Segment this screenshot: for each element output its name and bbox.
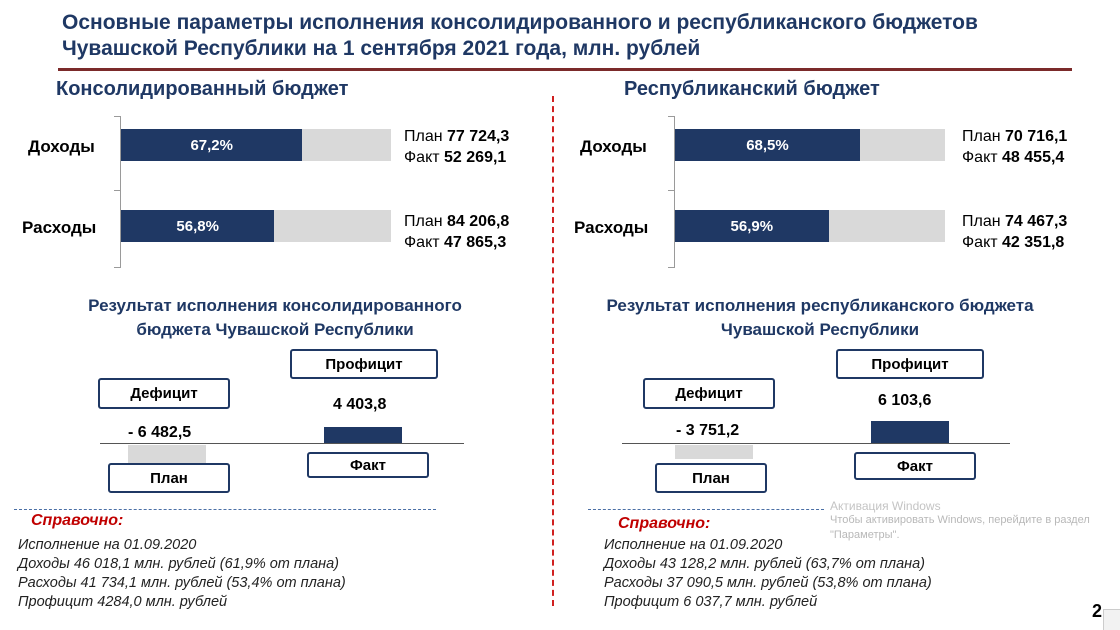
expenses-plan-fact [404,211,509,253]
axis-tick [114,116,120,117]
fact-word: Факт [962,234,998,251]
deficit-value: - 3 751,2 [676,422,740,439]
reference-divider [588,509,824,510]
fact-box: Факт [307,452,429,478]
reference-line: Исполнение на 01.09.2020 [604,537,783,553]
reference-block [604,536,932,612]
axis-tick [668,190,674,191]
section-divider [552,96,554,606]
revenue-percent: 68,5% [746,136,789,154]
revenue-plan-bar [675,129,945,161]
axis-tick [668,267,674,268]
fact-box: Факт [854,452,976,480]
reference-line: Профицит 6 037,7 млн. рублей [604,594,818,610]
reference-line: Исполнение на 01.09.2020 [18,537,197,553]
consolidated-result-heading: Результат исполнения консолидированного бюджета Чувашской Республики [88,296,462,339]
revenue-plan-fact [962,126,1067,168]
revenue-plan-fact [404,126,509,168]
expenses-fact-bar [675,210,829,242]
revenue-label: Доходы [580,137,647,156]
axis-tick [668,116,674,117]
expenses-plan-value: 84 206,8 [447,213,510,230]
plan-box: План [655,463,767,493]
reference-title: Справочно: [31,512,124,529]
surplus-value: 4 403,8 [333,396,387,413]
reference-divider [14,509,436,510]
reference-line: Расходы 41 734,1 млн. рублей (53,4% от плана) [18,575,346,591]
corner-widget[interactable] [1103,609,1120,630]
surplus-box: Профицит [836,349,984,379]
surplus-value: 6 103,6 [878,392,932,409]
plan-word: План [962,213,1001,230]
expenses-plan-fact [962,211,1067,253]
reference-line: Доходы 46 018,1 млн. рублей (61,9% от плана) [18,556,340,572]
plan-box: План [108,463,230,493]
revenue-label: Доходы [28,137,95,156]
consolidated-budget-heading: Консолидированный бюджет [56,78,349,100]
reference-line: Профицит 4284,0 млн. рублей [18,594,228,610]
expenses-label: Расходы [574,218,649,237]
page-number: 2 [1091,601,1102,621]
watermark-heading: Активация Windows [830,499,941,513]
fact-word: Факт [962,149,998,166]
plan-word: План [404,128,443,145]
result-baseline [622,443,1010,444]
revenue-fact-bar [121,129,302,161]
expenses-plan-bar [121,210,391,242]
reference-line: Доходы 43 128,2 млн. рублей (63,7% от плана) [604,556,926,572]
axis-tick [114,190,120,191]
result-baseline [100,443,464,444]
watermark-line: "Параметры". [830,529,900,541]
fact-result-bar [871,421,949,443]
expenses-fact-bar [121,210,274,242]
revenue-plan-bar [121,129,391,161]
plan-word: План [404,213,443,230]
revenue-plan-value: 70 716,1 [1005,128,1068,145]
deficit-value: - 6 482,5 [128,424,192,441]
fact-result-bar [324,427,402,443]
plan-word: План [962,128,1001,145]
reference-title: Справочно: [618,515,711,532]
deficit-box: Дефицит [643,378,775,409]
reference-block [18,536,346,612]
reference-line: Расходы 37 090,5 млн. рублей (53,8% от плана) [604,575,932,591]
expenses-plan-value: 74 467,3 [1005,213,1068,230]
expenses-percent: 56,8% [176,217,219,235]
republican-result-heading: Результат исполнения республиканского бюджета Чувашской Республики [606,296,1034,339]
expenses-label: Расходы [22,218,97,237]
revenue-fact-value: 52 269,1 [444,149,507,166]
surplus-box: Профицит [290,349,438,379]
republican-budget-heading: Республиканский бюджет [624,78,880,100]
expenses-percent: 56,9% [730,217,774,235]
expenses-fact-value: 42 351,8 [1002,234,1065,251]
windows-activation-watermark [830,499,1090,543]
revenue-fact-bar [675,129,860,161]
title-underline [58,68,1072,71]
axis-tick [114,267,120,268]
expenses-plan-bar [675,210,945,242]
plan-result-bar [675,445,753,459]
expenses-fact-value: 47 865,3 [444,234,507,251]
revenue-plan-value: 77 724,3 [447,128,510,145]
revenue-fact-value: 48 455,4 [1002,149,1065,166]
watermark-line: Чтобы активировать Windows, перейдите в раздел [830,514,1090,526]
fact-word: Факт [404,234,440,251]
deficit-box: Дефицит [98,378,230,409]
page-title: Основные параметры исполнения консолидированного и республиканского бюджетов Чувашской Республики на 1 сентября 2021 года, млн. рублей [62,11,978,60]
fact-word: Факт [404,149,440,166]
revenue-percent: 67,2% [190,136,233,154]
